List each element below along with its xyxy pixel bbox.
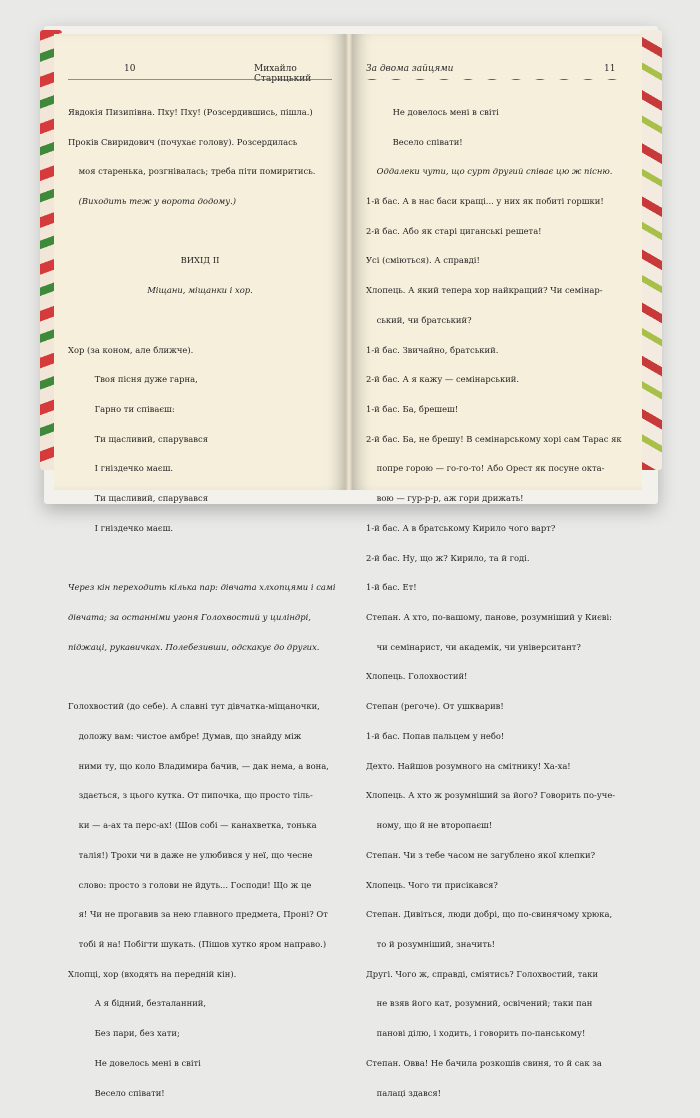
text-line: Проків Свиридович (почухає голову). Розсердилась — [68, 136, 298, 147]
text-line: 2-й бас. Ба, не брешу! В семінарському хорі сам Тарас як — [366, 433, 622, 444]
left-page-number: 10 — [124, 64, 136, 74]
verse-line: Без пари, без хати; — [68, 1028, 180, 1039]
stage-direction: піджаці, рукавичках. Полебезивши, одскакує до других. — [68, 641, 320, 652]
text-line: талія!) Трохи чи в даже не улюбився у неї, що чесне — [68, 849, 313, 860]
scene-heading: ВИХІД II — [180, 255, 220, 266]
text-line: 1-й бас. Звичайно, братський. — [366, 344, 499, 355]
text-line: 2-й бас. Ну, що ж? Кирило, та й годі. — [366, 552, 530, 563]
right-running-head: За двома зайцями — [366, 64, 454, 74]
text-line: 2-й бас. Або як старі циганські решета! — [366, 225, 542, 236]
text-line: ними ту, що коло Владимира бачив, — дак нема, а вона, — [68, 760, 329, 771]
text-line: Хор (за коном, але ближче). — [68, 344, 194, 355]
text-line: Хлопець. А який тепера хор найкращий? Чи семінар- — [366, 285, 603, 296]
text-line: 1-й бас. А в братському Кирило чого варт? — [366, 522, 556, 533]
text-line: здається, з цього кутка. От пипочка, що просто тіль- — [68, 790, 313, 801]
text-line: 1-й бас. Ба, брешеш! — [366, 404, 459, 414]
text-line: панові ділю, і ходить, і говорить по-панському! — [366, 1028, 586, 1039]
text-line: Хлопець. Голохвостий! — [366, 671, 468, 682]
text-line: Голохвостий (до себе). А славні тут дівчатка-міщаночки, — [68, 701, 320, 712]
left-running-head: Михайло Старицький — [254, 64, 312, 84]
text-line: я! Чи не прогавив за нею главного предмета, Проні? От — [68, 909, 328, 920]
text-line: тобі й на! Побігти шукать. (Пішов хутко яром направо.) — [68, 938, 327, 949]
right-header-rule — [366, 78, 630, 80]
verse-line: І гніздечко маєш. — [68, 463, 174, 474]
text-line: 1-й бас. Попав пальцем у небо! — [366, 730, 505, 741]
stage-direction: Оддалеки чути, що сурт другий співає цю ж пісню. — [366, 166, 613, 177]
text-line: Степан. Чи з тебе часом не загублено якої клепки? — [366, 849, 596, 860]
verse-line: Весело співати! — [68, 1087, 165, 1098]
text-line: Другі. Чого ж, справді, сміятись? Голохвостий, таки — [366, 968, 599, 979]
text-line: 2-й бас. А я кажу — семінарський. — [366, 374, 520, 385]
verse-line: Ти щасливий, спарувався — [68, 493, 208, 504]
text-line: 1-й бас. А в нас баси кращі... у них як побиті горшки! — [366, 195, 604, 206]
text-line: 1-й бас. Ет! — [366, 582, 417, 593]
text-line: слово: просто з голови не йдуть... Господи! Що ж це — [68, 879, 312, 890]
stage-direction: дівчата; за останніми угоня Голохвостий у циліндрі, — [68, 612, 311, 623]
text-line: чи семінарист, чи академік, чи університант? — [366, 641, 581, 652]
text-line: Хлопець. А хто ж розумніший за його? Говорить по-уче- — [366, 790, 616, 801]
text-line: Степан (регоче). От ушкварив! — [366, 701, 504, 712]
text-line: вою — гур-р-р, аж гори дрижать! — [366, 493, 524, 504]
text-line: Дехто. Найшов розумного на смітнику! Ха-ха! — [366, 760, 571, 771]
left-page-text — [68, 88, 336, 1118]
text-line: ки — а-ах та перс-ах! (Шов собі — канахветка, тонька — [68, 820, 317, 831]
text-line: Усі (сміються). А справді! — [366, 255, 480, 266]
verse-line: Гарно ти співаєш: — [68, 404, 175, 414]
right-page-text — [366, 88, 622, 1118]
stage-direction: Через кін переходить кілька пар: дівчата хлхопцями і самі — [68, 582, 336, 593]
text-line: ський, чи братський? — [366, 314, 472, 325]
verse-line: Ти щасливий, спарувався — [68, 433, 208, 444]
text-line: палаці здався! — [366, 1087, 442, 1098]
text-line: доложу вам: чистое амбре! Думав, що знайду між — [68, 730, 302, 741]
text-line: Хлопець. Чого ти присікався? — [366, 879, 498, 890]
verse-line: А я бідний, безталанний, — [68, 998, 207, 1009]
text-line: то й розумніший, значить! — [366, 938, 495, 949]
right-page — [352, 34, 642, 1098]
text-line: Хлопці, хор (входять на передній кін). — [68, 968, 237, 979]
text-line: Степан. Овва! Не бачила розкошів свиня, то й сак за — [366, 1057, 602, 1068]
text-line — [68, 672, 336, 682]
verse-line: Не довелось мені в світі — [68, 1057, 201, 1068]
text-line: ному, що й не второпаєш! — [366, 820, 493, 831]
verse-line: Весело співати! — [366, 136, 463, 147]
text-line: Явдокія Пизипівна. Пху! Пху! (Розсердившись, пішла.) — [68, 106, 313, 117]
right-page-number: 11 — [604, 64, 616, 74]
text-line: Степан. Дивіться, люди добрі, що по-свинячому хрюка, — [366, 909, 613, 920]
verse-line: І гніздечко маєш. — [68, 522, 174, 533]
text-line: не взяв його кат, розумний, освічений; таки пан — [366, 998, 593, 1009]
text-line — [68, 554, 336, 564]
left-header-rule — [68, 78, 332, 80]
text-line: (Виходить теж у ворота додому.) — [68, 195, 237, 206]
text-line: Степан. А хто, по-вашому, панове, розумніший у Києві: — [366, 612, 613, 623]
verse-line: Твоя пісня дуже гарна, — [68, 374, 198, 385]
cover-edge-right — [640, 30, 662, 470]
text-line: моя старенька, розгнівалась; треба піти помиритись. — [68, 166, 316, 177]
verse-line: Не довелось мені в світі — [366, 106, 499, 117]
text-line — [68, 316, 336, 326]
text-line — [68, 227, 336, 237]
left-page — [54, 34, 346, 1098]
scene-subheading: Міщани, міщанки і хор. — [147, 285, 253, 296]
text-line: попре горою — го-го-то! Або Орест як посуне окта- — [366, 463, 605, 474]
